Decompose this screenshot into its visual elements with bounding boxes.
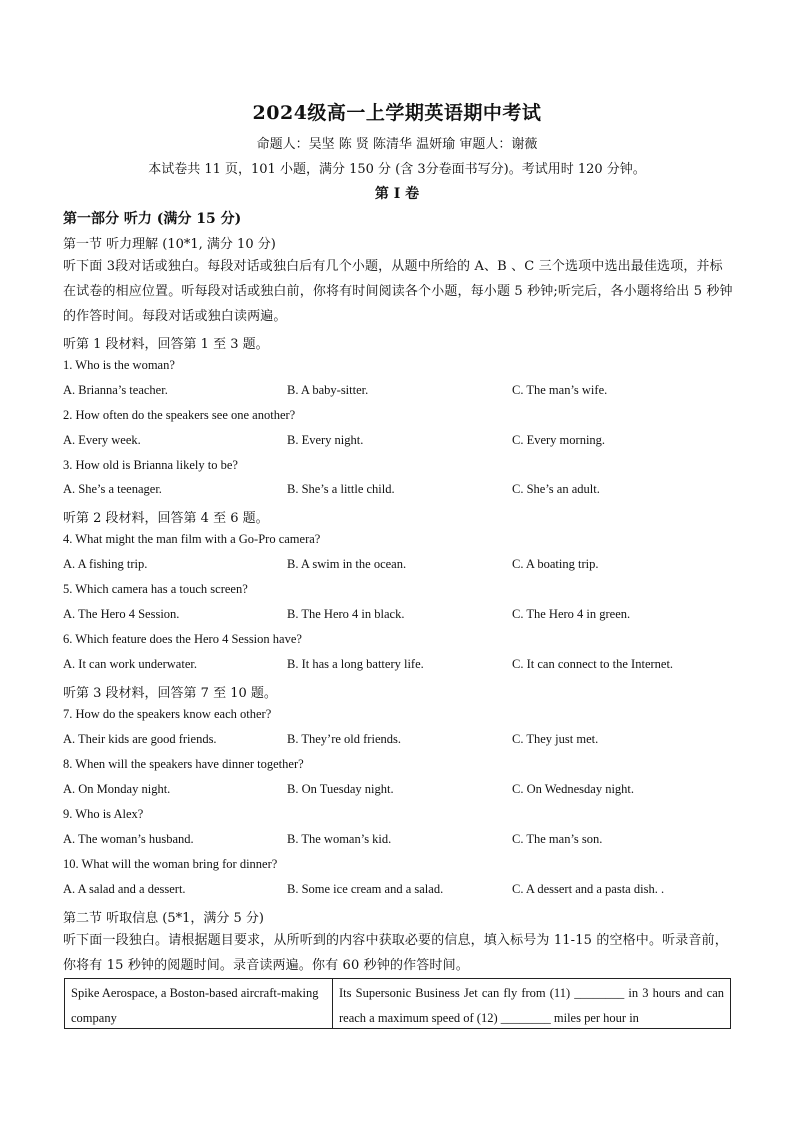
group-heading-2: 听第 2 段材料，回答第 4 至 6 题。 <box>63 511 269 526</box>
section2-instructions: 听下面一段独白。请根据题目要求，从所听到的内容中获取必要的信息，填入标号为 11-15 的空格中。听录音前，你将有 15 秒钟的阅题时间。录音读两遍。你有 60 秒钟的作答时间。 <box>63 933 728 973</box>
info-table <box>64 978 731 1029</box>
table-cell-details: Its Supersonic Business Jet can fly from (11) ________ in 3 hours and can reach a maximum speed of (12) ________ miles per hour in <box>339 986 724 1025</box>
q8-option-c: C. On Wednesday night. <box>512 782 635 796</box>
group-heading-3: 听第 3 段材料，回答第 7 至 10 题。 <box>63 686 277 701</box>
q9-option-a: A. The woman’s husband. <box>63 832 194 846</box>
q2-option-a: A. Every week. <box>63 433 141 447</box>
q3-option-b: B. She’s a little child. <box>287 482 395 496</box>
q4-option-c: C. A boating trip. <box>512 557 599 571</box>
q5-option-b: B. The Hero 4 in black. <box>287 607 405 621</box>
table-cell-company: Spike Aerospace, a Boston-based aircraft-making company <box>65 979 333 1028</box>
q6-option-c: C. It can connect to the Internet. <box>512 657 674 671</box>
q10-option-b: B. Some ice cream and a salad. <box>287 882 444 896</box>
question-4: 4. What might the man film with a Go-Pro camera? <box>63 532 321 546</box>
question-10: 10. What will the woman bring for dinner? <box>63 857 278 871</box>
q7-option-a: A. Their kids are good friends. <box>63 732 217 746</box>
q7-option-c: C. They just met. <box>512 732 599 746</box>
q7-option-b: B. They’re old friends. <box>287 732 401 746</box>
group-heading-1: 听第 1 段材料，回答第 1 至 3 题。 <box>63 337 269 352</box>
section1-instructions: 听下面 3段对话或独白。每段对话或独白后有几个小题，从题中所给的 A、B 、C 三个选项中选出最佳选项，并标在试卷的相应位置。听每段对话或独白前，你将有时间阅读各个小题，每小题 5 秒钟;听完后，各小题将给出 5 秒钟的作答时间。每段对话或独白读两遍。 <box>63 259 733 324</box>
authors-line: 命题人：吴坚 陈 贤 陈清华 温妍瑜 审题人：谢薇 <box>256 137 538 152</box>
volume-label: 第 I 卷 <box>374 186 420 202</box>
q3-option-c: C. She’s an adult. <box>512 482 600 496</box>
question-3: 3. How old is Brianna likely to be? <box>63 458 238 472</box>
q8-option-b: B. On Tuesday night. <box>287 782 394 796</box>
part1-heading: 第一部分 听力 (满分 15 分) <box>63 211 242 227</box>
question-6: 6. Which feature does the Hero 4 Session have? <box>63 632 302 646</box>
question-2: 2. How often do the speakers see one another? <box>63 408 296 422</box>
q1-option-a: A. Brianna’s teacher. <box>63 383 168 397</box>
question-1: 1. Who is the woman? <box>63 358 175 372</box>
q8-option-a: A. On Monday night. <box>63 782 171 796</box>
q9-option-c: C. The man’s son. <box>512 832 603 846</box>
question-7: 7. How do the speakers know each other? <box>63 707 272 721</box>
q10-option-a: A. A salad and a dessert. <box>63 882 186 896</box>
q2-option-c: C. Every morning. <box>512 433 606 447</box>
section2-heading: 第二节 听取信息 (5*1，满分 5 分) <box>63 911 264 926</box>
q1-option-c: C. The man’s wife. <box>512 383 608 397</box>
q5-option-a: A. The Hero 4 Session. <box>63 607 180 621</box>
q6-option-b: B. It has a long battery life. <box>287 657 424 671</box>
q10-option-c: C. A dessert and a pasta dish. . <box>512 882 665 896</box>
section1-heading: 第一节 听力理解 (10*1, 满分 10 分) <box>63 237 276 252</box>
q6-option-a: A. It can work underwater. <box>63 657 197 671</box>
question-8: 8. When will the speakers have dinner together? <box>63 757 304 771</box>
q1-option-b: B. A baby-sitter. <box>287 383 369 397</box>
q9-option-b: B. The woman’s kid. <box>287 832 392 846</box>
exam-info: 本试卷共 11 页，101 小题，满分 150 分 (含 3分卷面书写分)。考试用时 120 分钟。 <box>148 162 646 177</box>
q5-option-c: C. The Hero 4 in green. <box>512 607 631 621</box>
question-5: 5. Which camera has a touch screen? <box>63 582 248 596</box>
q4-option-a: A. A fishing trip. <box>63 557 148 571</box>
q3-option-a: A. She’s a teenager. <box>63 482 162 496</box>
q4-option-b: B. A swim in the ocean. <box>287 557 407 571</box>
exam-title: 2024级高一上学期英语期中考试 <box>252 102 542 124</box>
q2-option-b: B. Every night. <box>287 433 364 447</box>
question-9: 9. Who is Alex? <box>63 807 144 821</box>
